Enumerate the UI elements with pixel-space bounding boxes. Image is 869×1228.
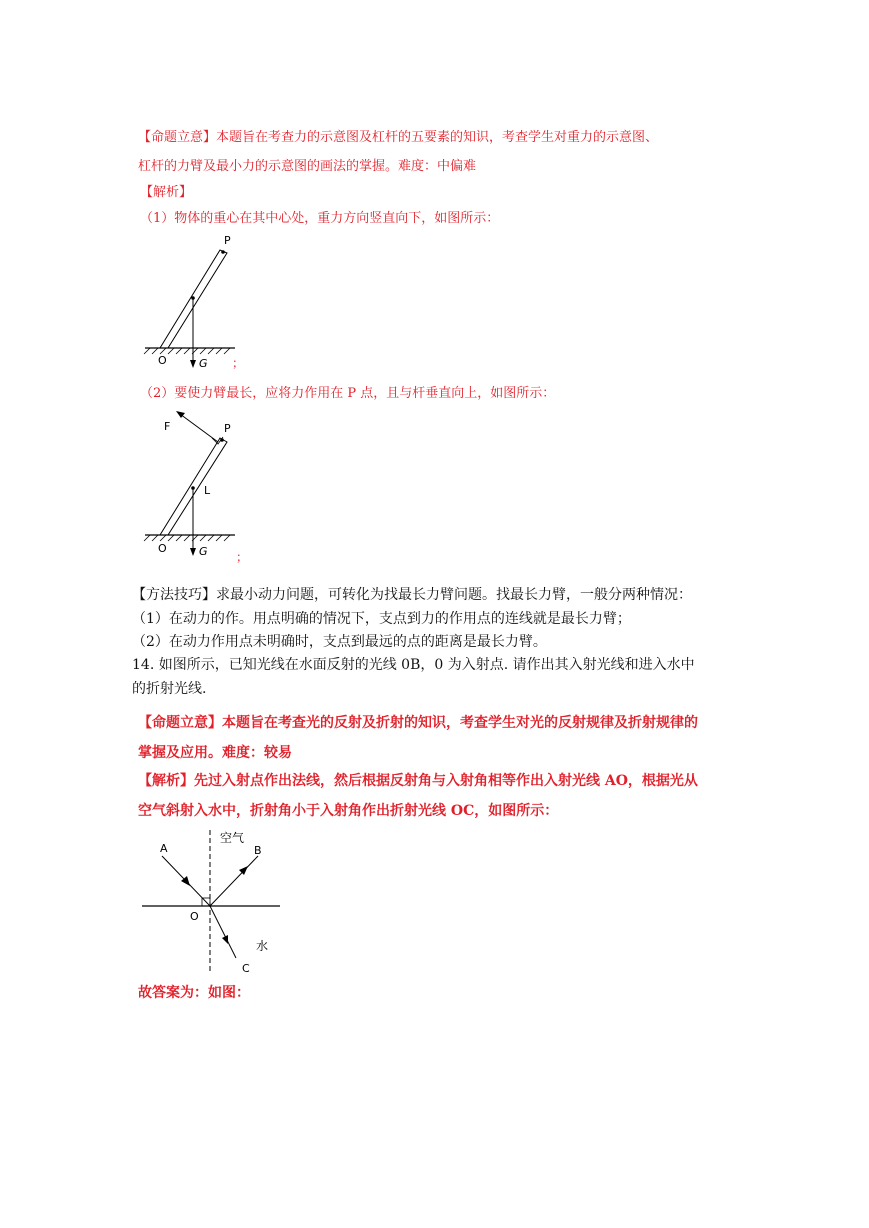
intent-line-1: 【命题立意】本题旨在考查力的示意图及杠杆的五要素的知识，考查学生对重力的示意图、: [138, 130, 659, 145]
force-f-label: F: [164, 420, 171, 433]
figure1-suffix: ；: [232, 356, 245, 370]
figure2-suffix: ；: [236, 550, 249, 564]
analysis2-line-2: 空气斜射入水中，折射角小于入射角作出折射光线 OC，如图所示：: [138, 803, 559, 819]
ray-b-label: B: [254, 844, 262, 857]
point-p-label-2: P: [224, 422, 231, 435]
air-label: 空气: [220, 831, 245, 845]
gravity-g-label-2: G: [199, 545, 208, 558]
water-label: 水: [256, 939, 269, 953]
gravity-g-label: G: [199, 357, 208, 370]
ray-c-label: C: [242, 962, 250, 975]
intent2-line-1: 【命题立意】本题旨在考查光的反射及折射的知识，考查学生对光的反射规律及折射规律的: [138, 715, 698, 731]
lever-gravity-figure: [140, 228, 250, 373]
intent-line-2: 杠杆的力臂及最小力的示意图的画法的掌握。难度：中偏难: [138, 159, 477, 174]
answer-line: 故答案为：如图：: [138, 985, 250, 1001]
ground-hatch: [144, 348, 230, 354]
point-p: [221, 250, 225, 254]
pivot-o-label-2: O: [158, 542, 167, 555]
lever-force-figure: [140, 400, 260, 565]
method-case-1: （1）在动力的作。用点明确的情况下，支点到力的作用点的连线就是最长力臂；: [132, 611, 631, 627]
analysis-step-1: （1）物体的重心在其中心处，重力方向竖直向下，如图所示：: [140, 211, 500, 226]
point-p-label: P: [224, 234, 231, 247]
arm-l-label: L: [204, 484, 211, 497]
light-refraction-figure: [138, 826, 288, 978]
method-case-2: （2）在动力作用点未明确时，支点到最远的点的距离是最长力臂。: [132, 634, 547, 650]
question-14-line-1: 14. 如图所示，已知光线在水面反射的光线 0B，0 为入射点. 请作出其入射光线和进入水中: [132, 657, 695, 673]
analysis2-line-1: 【解析】先过入射点作出法线，然后根据反射角与入射角相等作出入射光线 AO，根据光从: [138, 773, 698, 789]
refracted-ray-oc: [210, 906, 236, 958]
intent2-line-2: 掌握及应用。难度：较易: [138, 745, 292, 761]
analysis-title: 【解析】: [140, 185, 193, 200]
reflected-ray-ob: [210, 856, 258, 906]
method-title: 【方法技巧】求最小动力问题，可转化为找最长力臂问题。找最长力臂，一般分两种情况：: [132, 587, 692, 603]
ray-a-label: A: [160, 842, 168, 855]
question-14-line-2: 的折射光线.: [132, 681, 207, 697]
pivot-o-label: O: [158, 354, 167, 367]
incident-o-label: O: [190, 910, 199, 923]
analysis-step-2: （2）要使力臂最长，应将力作用在 P 点，且与杆垂直向上，如图所示：: [140, 386, 556, 401]
